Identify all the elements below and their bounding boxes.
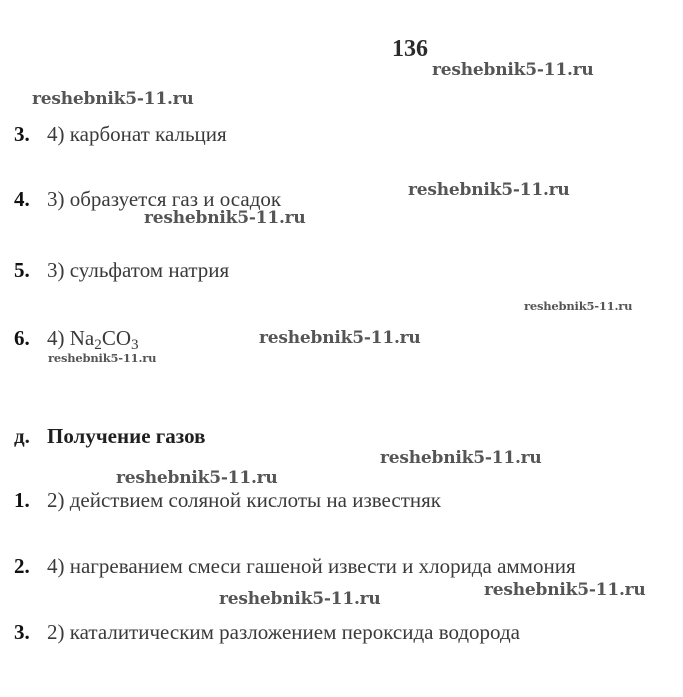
watermark: reshebnik5-11.ru [259,328,421,348]
answer-number: 6. [14,326,30,350]
answer-item [14,488,441,513]
answer-number: 3. [14,620,30,644]
answer-item [14,554,576,579]
watermark: reshebnik5-11.ru [116,468,278,488]
watermark: reshebnik5-11.ru [484,580,646,600]
answer-number: 3. [14,122,30,146]
section-title-text: Получение газов [47,424,206,448]
chemical-formula [69,326,139,353]
answer-item [14,326,139,351]
watermark: reshebnik5-11.ru [48,351,157,365]
answer-text: 3) сульфатом натрия [47,258,230,282]
answer-number: 2. [14,554,30,578]
watermark: reshebnik5-11.ru [432,60,594,80]
watermark: reshebnik5-11.ru [380,448,542,468]
answer-text: 2) каталитическим разложением пероксида водорода [47,620,520,644]
watermark: reshebnik5-11.ru [219,589,381,609]
formula-subscript: 2 [94,336,102,353]
answer-item [14,258,229,283]
section-heading [14,424,205,449]
page-number: 136 [392,36,428,62]
watermark: reshebnik5-11.ru [524,299,633,313]
answer-number: 5. [14,258,30,282]
formula-part: Na [69,326,95,350]
watermark: reshebnik5-11.ru [144,208,306,228]
watermark: reshebnik5-11.ru [408,180,570,200]
formula-part: CO [101,326,131,350]
answer-prefix: 4) [47,326,70,350]
formula-subscript: 3 [131,336,139,353]
answer-text: 4) карбонат кальция [47,122,227,146]
watermark: reshebnik5-11.ru [32,89,194,109]
answer-text: 3) образуется газ и осадок [47,187,282,211]
section-letter: д. [14,424,30,448]
answer-text: 2) действием соляной кислоты на известняк [47,488,441,512]
answer-text: 4) нагреванием смеси гашеной извести и хлорида аммония [47,554,576,578]
answer-number: 4. [14,187,30,211]
answer-item [14,122,227,147]
answer-number: 1. [14,488,30,512]
answer-item [14,620,520,645]
